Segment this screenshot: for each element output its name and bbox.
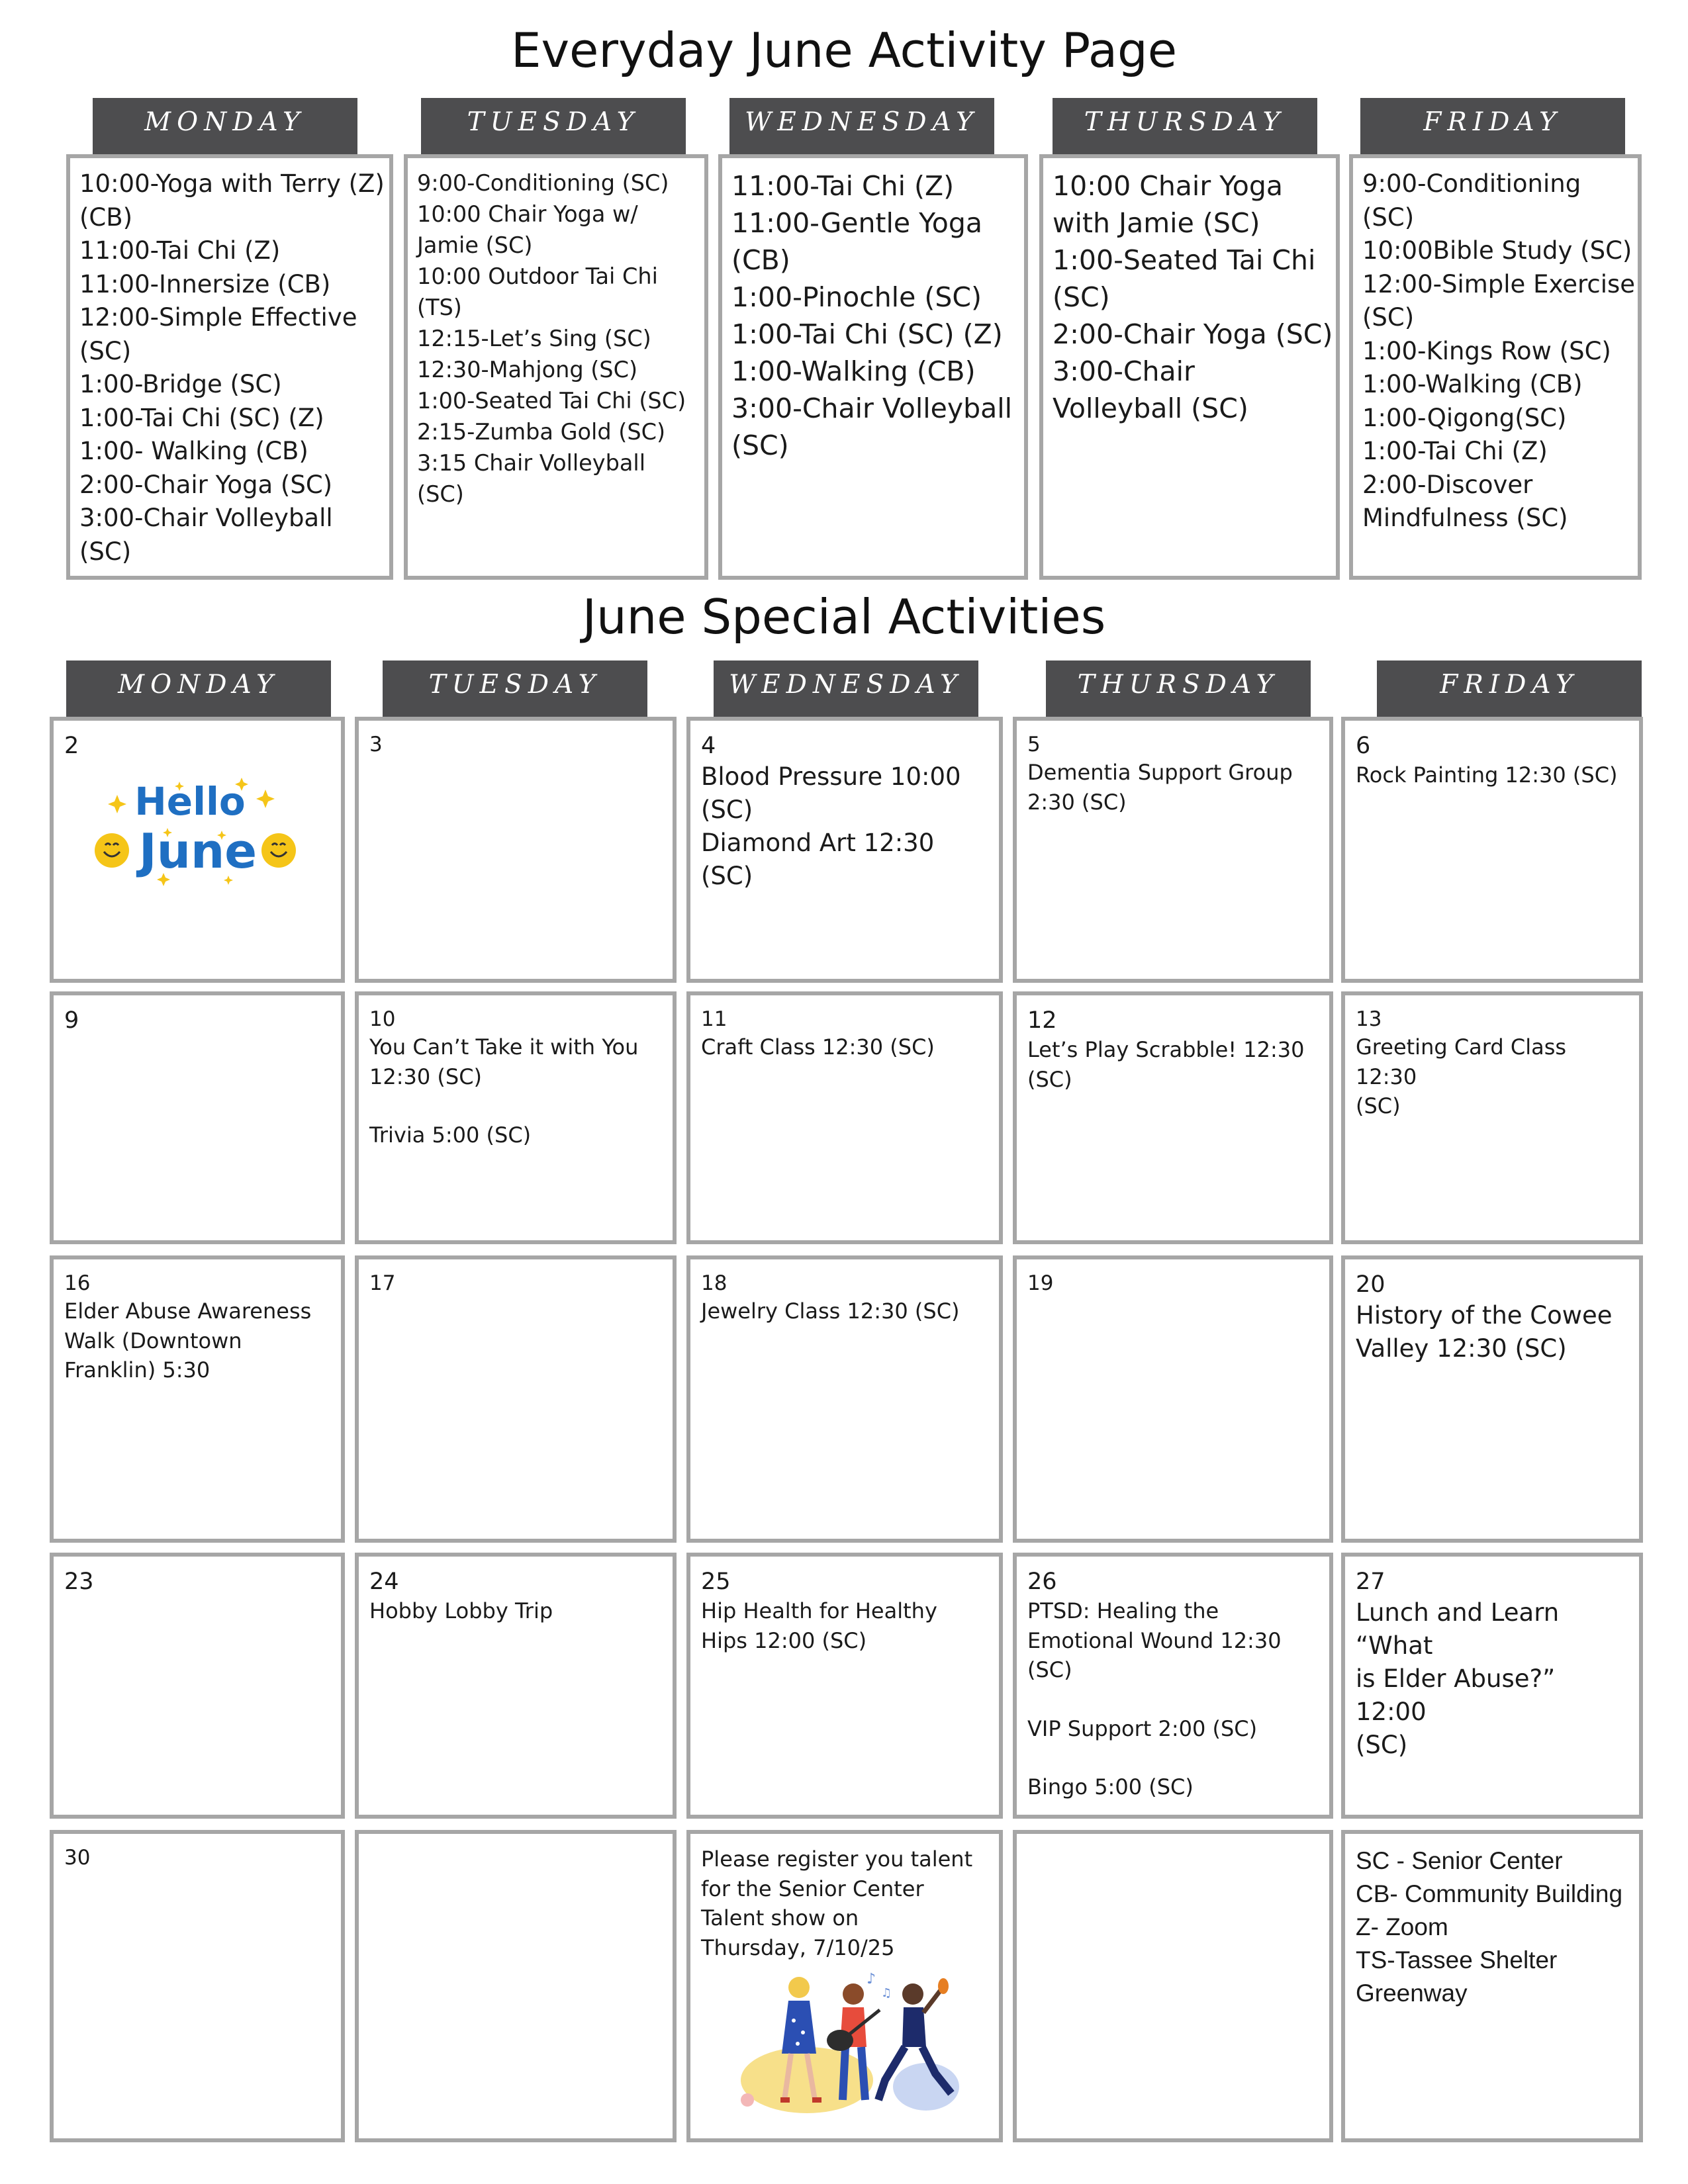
everyday-header-friday: FRIDAY [1360, 98, 1625, 154]
everyday-box-wednesday [718, 154, 1028, 580]
legend-item: CB- Community Building [1356, 1880, 1623, 1907]
activity-line: (CB) [79, 203, 133, 232]
calendar-header-monday: MONDAY [66, 660, 331, 717]
activity-line: 10:00 Chair Yoga [1053, 170, 1284, 202]
smiley-sun-icon [261, 833, 296, 868]
calendar-empty-cell [1013, 1830, 1333, 2142]
day-number: 3 [369, 733, 383, 756]
calendar-header-wednesday: WEDNESDAY [714, 660, 978, 717]
activity-line: 12:30-Mahjong (SC) [417, 357, 638, 383]
event-text: Bingo 5:00 (SC) [1027, 1774, 1194, 1799]
event-text: Lunch and Learn “What is Elder Abuse?” 12:00 (SC) [1356, 1598, 1560, 1759]
svg-text:♪: ♪ [867, 1971, 876, 1987]
activity-line: 1:00-Kings Row (SC) [1362, 336, 1611, 365]
activity-line: 10:00Bible Study (SC) [1362, 236, 1632, 265]
everyday-header-thursday: THURSDAY [1053, 98, 1317, 154]
activity-line: (CB) [731, 244, 790, 276]
activity-line: 1:00-Tai Chi (SC) (Z) [79, 403, 324, 432]
event-text: Craft Class 12:30 (SC) [701, 1034, 935, 1060]
activity-line: 9:00-Conditioning [1362, 169, 1581, 198]
activity-line: Mindfulness (SC) [1362, 504, 1568, 532]
activity-line: 1:00-Bridge (SC) [79, 370, 282, 398]
day-number: 11 [701, 1007, 727, 1031]
activity-line: with Jamie (SC) [1053, 207, 1260, 239]
activity-line: 2:00-Discover [1362, 470, 1533, 499]
calendar-day-17 [355, 1255, 677, 1543]
calendar-day-2 [50, 717, 345, 983]
event-text: Please register you talent for the Senior Center Talent show on Thursday, 7/10/25 [701, 1846, 973, 1960]
day-number: 10 [369, 1007, 396, 1031]
event-text: PTSD: Healing the Emotional Wound 12:30 (SC) [1027, 1598, 1282, 1682]
calendar-day-12 [1013, 991, 1333, 1244]
activity-line: 11:00-Gentle Yoga [731, 207, 982, 239]
everyday-box-tuesday [404, 154, 708, 580]
day-number: 12 [1027, 1007, 1057, 1034]
calendar-empty-cell [355, 1830, 677, 2142]
activity-line: 11:00-Innersize (CB) [79, 269, 331, 298]
event-text: Trivia 5:00 (SC) [369, 1122, 532, 1148]
activity-line: 10:00 Chair Yoga w/ [417, 201, 638, 227]
event-text: Jewelry Class 12:30 (SC) [701, 1298, 960, 1324]
page-title: Everyday June Activity Page [510, 23, 1178, 78]
day-number: 20 [1356, 1271, 1385, 1298]
calendar-header-friday: FRIDAY [1377, 660, 1642, 717]
calendar-day-13 [1341, 991, 1643, 1244]
activity-line: (SC) [79, 336, 132, 365]
activity-line: 2:00-Chair Yoga (SC) [1053, 318, 1333, 350]
calendar-day-3 [355, 717, 677, 983]
talent-show-cell [686, 1830, 1003, 2142]
event-text: Greeting Card Class 12:30 (SC) [1356, 1034, 1567, 1118]
activity-line: 1:00-Seated Tai Chi [1053, 244, 1316, 276]
activity-line: 2:00-Chair Yoga (SC) [79, 470, 333, 499]
calendar-day-10 [355, 991, 677, 1244]
activity-line: 1:00-Tai Chi (SC) (Z) [731, 318, 1003, 350]
calendar-day-23 [50, 1553, 345, 1819]
everyday-header-wednesday: WEDNESDAY [729, 98, 994, 154]
calendar-header-thursday: THURSDAY [1046, 660, 1311, 717]
activity-line: 10:00 Outdoor Tai Chi [417, 263, 658, 289]
day-number: 2 [64, 733, 79, 759]
day-number: 25 [701, 1569, 731, 1595]
activity-line: 1:00-Walking (CB) [1362, 370, 1583, 398]
calendar-day-25 [686, 1553, 1003, 1819]
activity-line: 9:00-Conditioning (SC) [417, 170, 669, 196]
activity-line: (SC) [1053, 281, 1110, 313]
activity-line: (SC) [79, 537, 132, 566]
everyday-box-thursday [1039, 154, 1340, 580]
activity-line: (TS) [417, 295, 462, 320]
event-text: Blood Pressure 10:00 (SC) Diamond Art 12:30 (SC) [701, 762, 961, 890]
activity-line: Jamie (SC) [417, 232, 533, 258]
day-number: 24 [369, 1569, 399, 1595]
activity-line: 1:00-Walking (CB) [731, 355, 976, 387]
activity-line: (SC) [731, 430, 789, 461]
activity-line: 12:00-Simple Effective [79, 303, 357, 332]
smiley-sun-icon [95, 833, 129, 868]
activity-line: 1:00-Seated Tai Chi (SC) [417, 388, 686, 414]
calendar-day-16 [50, 1255, 345, 1543]
legend-item: TS-Tassee Shelter [1356, 1946, 1558, 1974]
activity-line: 3:00-Chair Volleyball [731, 392, 1013, 424]
day-number: 16 [64, 1271, 91, 1295]
day-number: 23 [64, 1569, 94, 1595]
calendar-day-11 [686, 991, 1003, 1244]
calendar-day-6 [1341, 717, 1643, 983]
activity-line: 11:00-Tai Chi (Z) [731, 170, 955, 202]
calendar-day-26 [1013, 1553, 1333, 1819]
event-text: Let’s Play Scrabble! 12:30 (SC) [1027, 1037, 1305, 1092]
event-text: Rock Painting 12:30 (SC) [1356, 762, 1618, 788]
day-number: 19 [1027, 1271, 1054, 1295]
svg-text:♫: ♫ [881, 1986, 892, 2000]
day-number: 9 [64, 1007, 79, 1034]
event-text: Dementia Support Group 2:30 (SC) [1027, 760, 1293, 815]
calendar-day-5 [1013, 717, 1333, 983]
activity-line: 1:00- Walking (CB) [79, 437, 308, 465]
activity-line: 1:00-Qigong(SC) [1362, 403, 1567, 432]
calendar-day-30 [50, 1830, 345, 2142]
calendar-day-27 [1341, 1553, 1643, 1819]
event-text: You Can’t Take it with You 12:30 (SC) [369, 1034, 639, 1089]
activity-line: 10:00-Yoga with Terry (Z) [79, 169, 385, 198]
location-legend [1341, 1830, 1643, 2142]
event-text: Elder Abuse Awareness Walk (Downtown Franklin) 5:30 [64, 1298, 312, 1383]
calendar-day-4 [686, 717, 1003, 983]
everyday-box-monday [66, 154, 393, 580]
activity-line: 2:15-Zumba Gold (SC) [417, 419, 666, 445]
day-number: 5 [1027, 733, 1041, 756]
day-number: 13 [1356, 1007, 1382, 1031]
activity-line: 11:00-Tai Chi (Z) [79, 236, 281, 265]
legend-item: Z- Zoom [1356, 1913, 1448, 1940]
activity-line: Volleyball (SC) [1053, 392, 1248, 424]
calendar-day-18 [686, 1255, 1003, 1543]
calendar-day-9 [50, 991, 345, 1244]
calendar-day-19 [1013, 1255, 1333, 1543]
legend-item: Greenway [1356, 1979, 1468, 2007]
legend-item: SC - Senior Center [1356, 1847, 1563, 1874]
day-number: 6 [1356, 733, 1371, 759]
everyday-header-tuesday: TUESDAY [421, 98, 686, 154]
activity-line: 3:00-Chair Volleyball [79, 504, 333, 532]
everyday-header-monday: MONDAY [93, 98, 357, 154]
hello-art-text: Hello [134, 779, 246, 824]
hello-june-art [92, 770, 317, 889]
activity-line: 12:15-Let’s Sing (SC) [417, 326, 651, 351]
calendar-day-20 [1341, 1255, 1643, 1543]
event-text: Hip Health for Healthy Hips 12:00 (SC) [701, 1598, 937, 1653]
day-number: 4 [701, 733, 716, 759]
special-activities-title: June Special Activities [582, 589, 1106, 645]
musicians-illustration [734, 1968, 972, 2120]
calendar-day-24 [355, 1553, 677, 1819]
day-number: 18 [701, 1271, 727, 1295]
event-text: History of the Cowee Valley 12:30 (SC) [1356, 1301, 1613, 1363]
activity-line: 3:15 Chair Volleyball [417, 450, 646, 476]
event-text: Hobby Lobby Trip [369, 1598, 553, 1623]
day-number: 26 [1027, 1569, 1057, 1595]
june-art-text: June [138, 823, 258, 879]
calendar-header-tuesday: TUESDAY [383, 660, 647, 717]
day-number: 17 [369, 1271, 396, 1295]
day-number: 30 [64, 1846, 91, 1870]
activity-line: 1:00-Tai Chi (Z) [1362, 437, 1548, 465]
activity-line: 3:00-Chair [1053, 355, 1195, 387]
everyday-box-friday [1349, 154, 1642, 580]
day-number: 27 [1356, 1569, 1385, 1595]
activity-line: (SC) [1362, 303, 1415, 332]
event-text: VIP Support 2:00 (SC) [1027, 1715, 1258, 1741]
activity-line: 12:00-Simple Exercise [1362, 269, 1636, 298]
activity-line: 1:00-Pinochle (SC) [731, 281, 982, 313]
activity-line: (SC) [417, 481, 464, 507]
activity-line: (SC) [1362, 203, 1415, 232]
